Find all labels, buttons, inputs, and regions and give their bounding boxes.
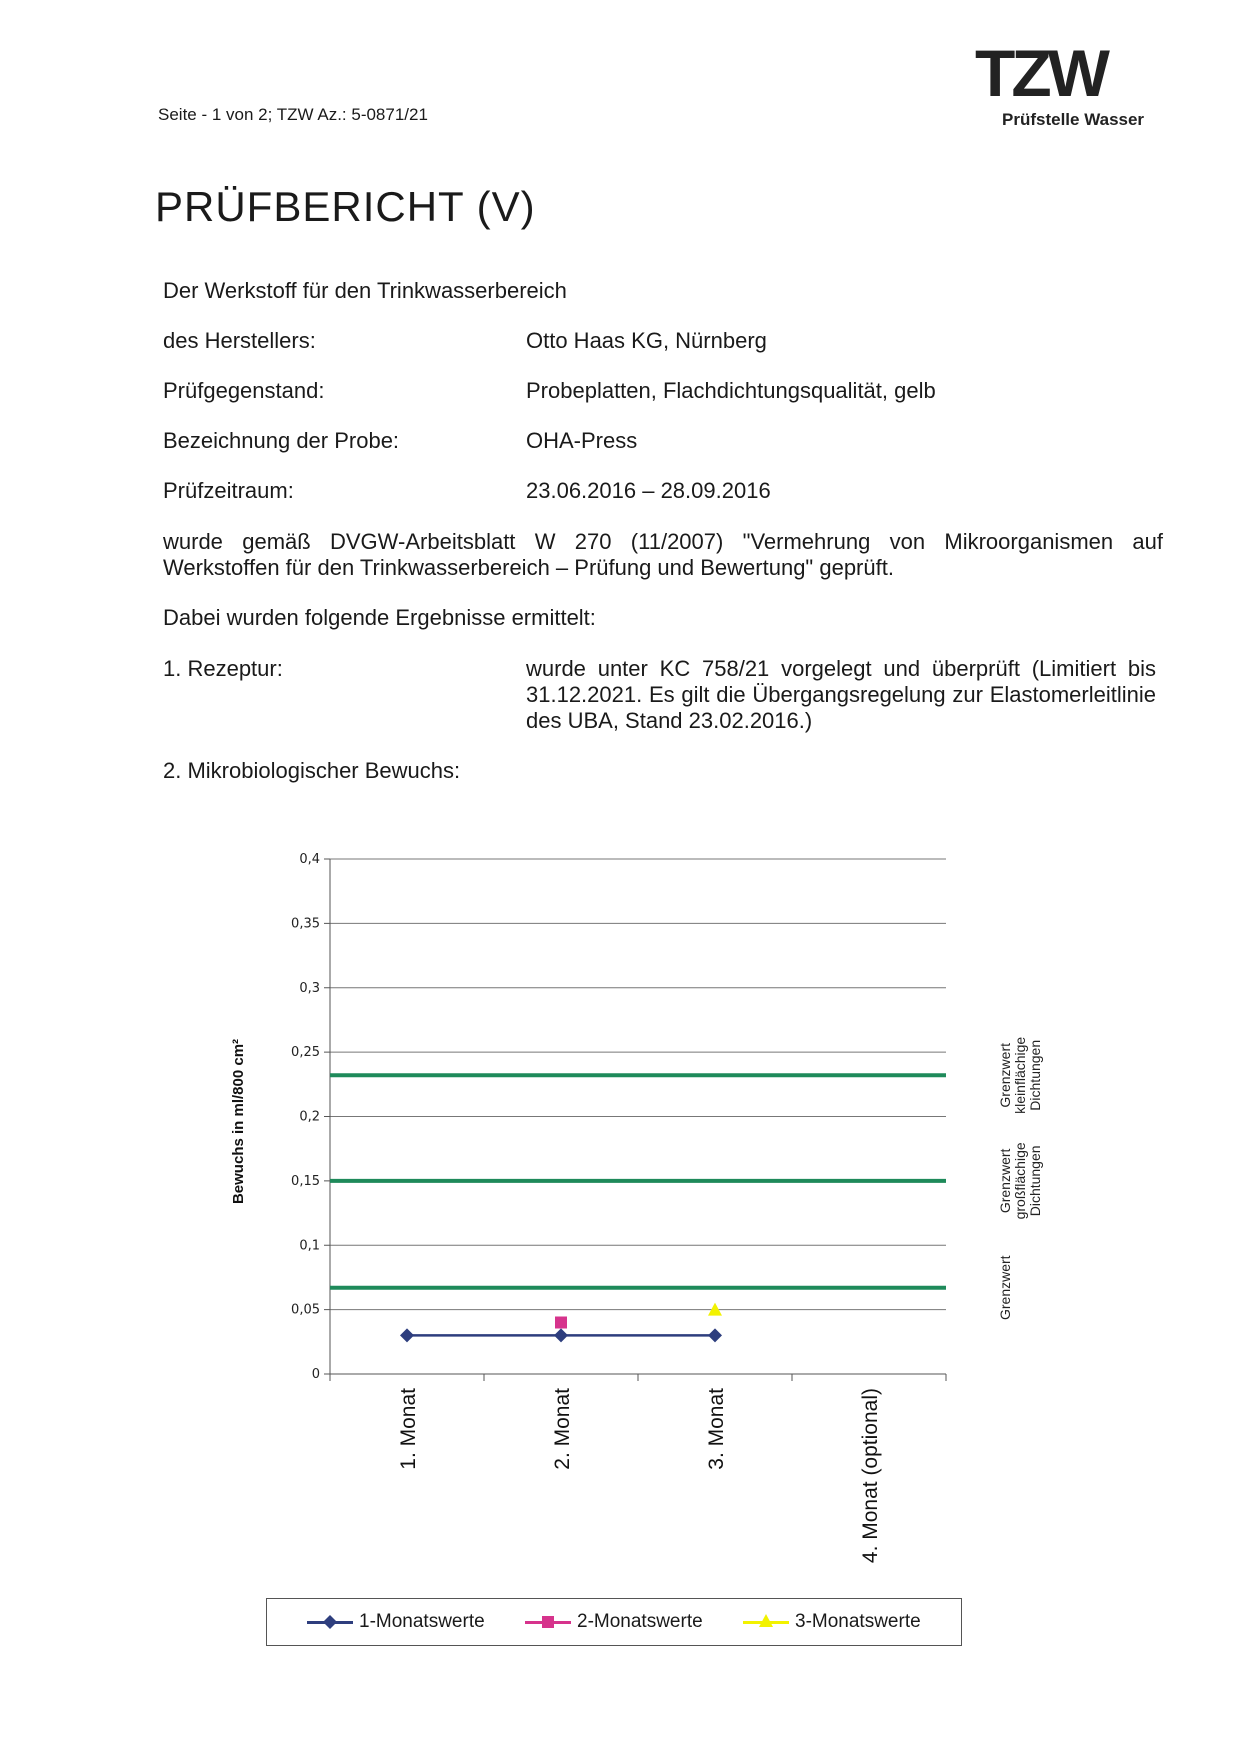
field-label-test-period: Prüfzeitraum: <box>163 478 294 503</box>
limit-label: kleinflächige <box>1012 1036 1028 1114</box>
y-tick-label: 0,05 <box>291 1302 320 1318</box>
tested-statement: wurde gemäß DVGW-Arbeitsblatt W 270 (11/2007) "Vermehrung von Mikroorganismen auf Werkstoffen für den Trinkwasserbereich – Prüfung und Bewertung" geprüft. <box>163 529 1163 580</box>
data-point <box>554 1328 568 1342</box>
y-tick-label: 0,1 <box>299 1238 320 1254</box>
x-category-label: 3. Monat <box>705 1388 728 1470</box>
logo-subtitle: Prüfstelle Wasser <box>1002 110 1145 129</box>
bewuchs-label: 2. Mikrobiologischer Bewuchs: <box>163 758 461 783</box>
y-tick-label: 0,35 <box>291 916 320 932</box>
x-category-label: 4. Monat (optional) <box>859 1388 882 1564</box>
y-axis-label: Bewuchs in ml/800 cm² <box>230 1038 247 1205</box>
limit-label: Dichtungen <box>1027 1145 1043 1217</box>
field-label-test-object: Prüfgegenstand: <box>163 378 325 403</box>
field-label-sample-name: Bezeichnung der Probe: <box>163 428 400 453</box>
rezeptur-value: wurde unter KC 758/21 vorgelegt und überprüft (Limitiert bis 31.12.2021. Es gilt die Übergangsregelung zur Elastomerleitlinie des UBA, Stand 23.02.2016.) <box>526 656 1156 733</box>
y-tick-label: 0,4 <box>299 852 320 867</box>
legend-label: 3-Monatswerte <box>795 1611 921 1632</box>
x-category-label: 2. Monat <box>551 1388 574 1470</box>
intro-text: Der Werkstoff für den Trinkwasserbereich <box>163 278 567 303</box>
y-tick-label: 0,15 <box>291 1173 320 1189</box>
legend-label: 1-Monatswerte <box>359 1611 485 1632</box>
x-category-label: 1. Monat <box>397 1388 420 1470</box>
report-title: PRÜFBERICHT (V) <box>155 183 536 230</box>
limit-label: Grenzwert <box>997 1043 1013 1108</box>
field-value-sample-name: OHA-Press <box>526 428 638 453</box>
data-point <box>708 1328 722 1342</box>
legend-label: 2-Monatswerte <box>577 1611 703 1632</box>
y-tick-label: 0,2 <box>299 1109 320 1125</box>
limit-label: Grenzwert <box>997 1148 1013 1214</box>
field-value-test-period: 23.06.2016 – 28.09.2016 <box>526 478 771 503</box>
limit-label: Grenzwert <box>997 1255 1013 1321</box>
limit-label: Dichtungen <box>1027 1039 1043 1111</box>
rezeptur-label: 1. Rezeptur: <box>163 656 283 681</box>
tzw-logo: TZW <box>975 36 1106 110</box>
field-label-manufacturer: des Herstellers: <box>163 328 316 353</box>
page-reference: Seite - 1 von 2; TZW Az.: 5-0871/21 <box>158 105 428 124</box>
field-value-test-object: Probeplatten, Flachdichtungsqualität, gelb <box>526 378 936 403</box>
data-point <box>400 1328 414 1342</box>
field-value-manufacturer: Otto Haas KG, Nürnberg <box>526 328 767 353</box>
y-tick-label: 0,25 <box>291 1045 320 1061</box>
results-intro: Dabei wurden folgende Ergebnisse ermittelt: <box>163 605 596 630</box>
chart-legend <box>266 1598 962 1646</box>
limit-label: großflächige <box>1012 1142 1028 1220</box>
data-point <box>555 1317 567 1329</box>
y-tick-label: 0 <box>311 1367 320 1382</box>
y-tick-label: 0,3 <box>299 980 320 996</box>
